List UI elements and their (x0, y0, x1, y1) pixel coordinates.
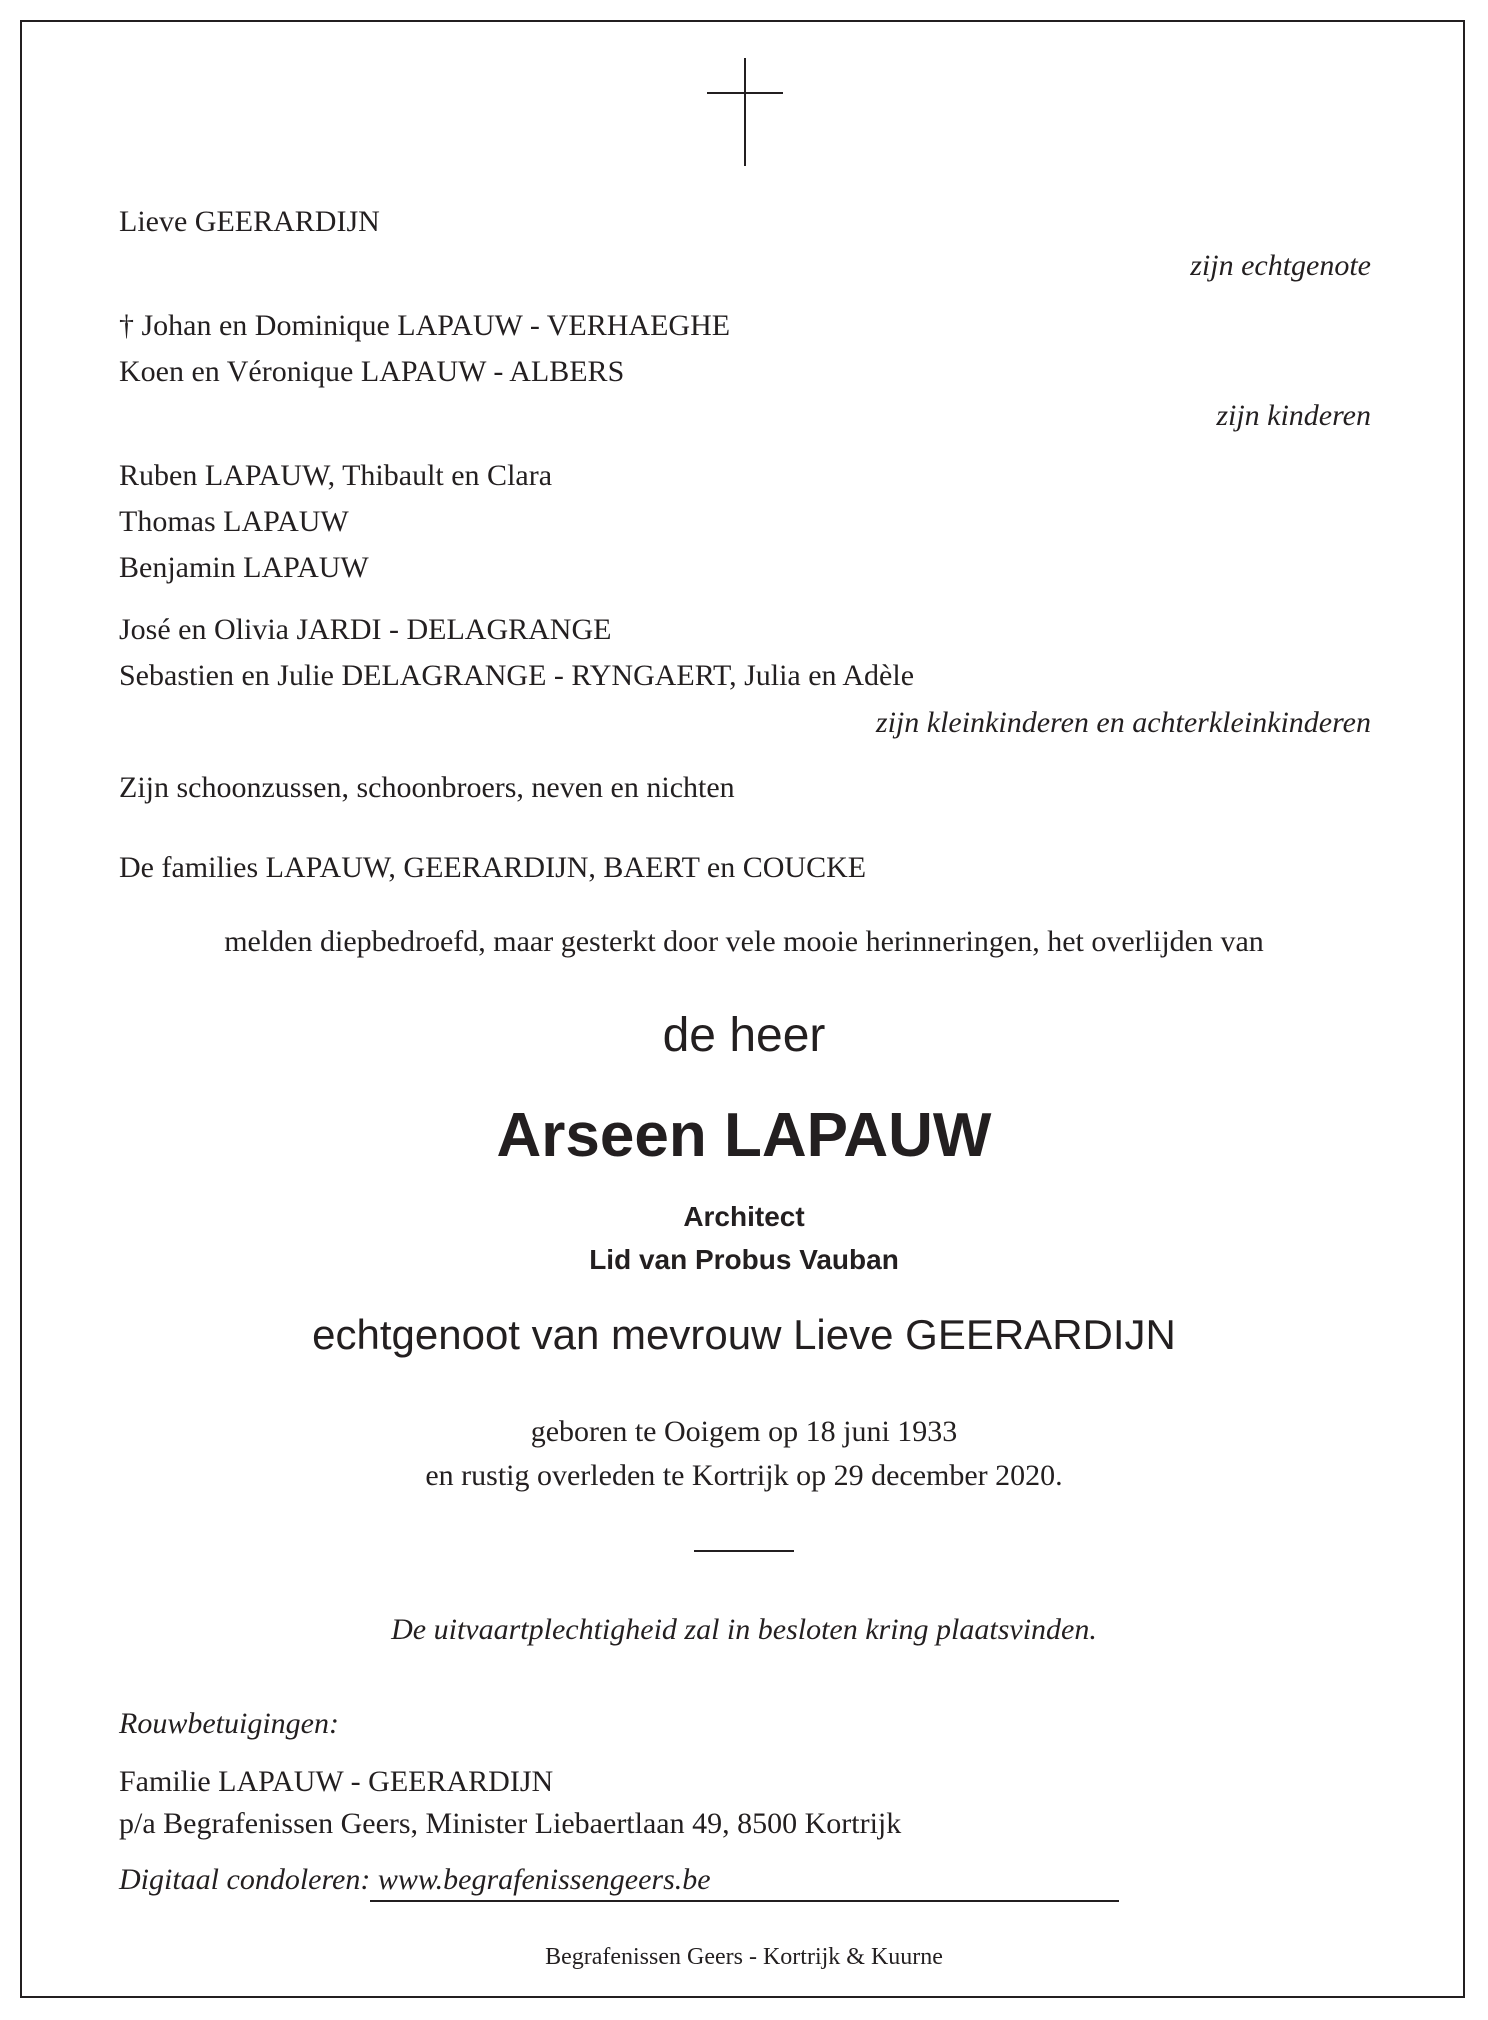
footer-credit: Begrafenissen Geers - Kortrijk & Kuurne (545, 1944, 943, 1970)
condolences-family: Familie LAPAUW - GEERARDIJN (119, 1765, 554, 1798)
grandchild-line: Benjamin LAPAUW (119, 551, 369, 584)
families-line: De families LAPAUW, GEERARDIJN, BAERT en COUCKE (119, 851, 867, 884)
grandchild-line: Thomas LAPAUW (119, 505, 349, 538)
in-laws-line: Zijn schoonzussen, schoonbroers, neven en nichten (119, 771, 735, 804)
cross-icon (707, 58, 783, 166)
grandchild-line: Sebastien en Julie DELAGRANGE - RYNGAERT, Julia en Adèle (119, 659, 915, 692)
footer-divider (370, 1900, 1119, 1902)
deceased-title: Lid van Probus Vauban (589, 1244, 899, 1275)
condolences-address: p/a Begrafenissen Geers, Minister Liebaertlaan 49, 8500 Kortrijk (119, 1807, 902, 1840)
deceased-name: Arseen LAPAUW (496, 1101, 992, 1170)
spouse-of-line: echtgenoot van mevrouw Lieve GEERARDIJN (312, 1311, 1176, 1358)
deceased-title: Architect (683, 1201, 805, 1232)
death-line: en rustig overleden te Kortrijk op 29 december 2020. (425, 1459, 1063, 1492)
condolences-online: Digitaal condoleren: www.begrafenissengeers.be (119, 1863, 711, 1896)
salutation: de heer (662, 1009, 826, 1062)
spouse-name: Lieve GEERARDIJN (119, 205, 380, 238)
divider (694, 1550, 794, 1552)
children-relation: zijn kinderen (1216, 399, 1371, 432)
birth-line: geboren te Ooigem op 18 juni 1933 (530, 1415, 958, 1448)
announcement-line: melden diepbedroefd, maar gesterkt door vele mooie herinneringen, het overlijden van (224, 925, 1264, 958)
grandchildren-relation: zijn kleinkinderen en achterkleinkinderen (875, 706, 1371, 739)
condolences-heading: Rouwbetuigingen: (119, 1707, 339, 1740)
grandchild-line: Ruben LAPAUW, Thibault en Clara (119, 459, 553, 492)
ceremony-line: De uitvaartplechtigheid zal in besloten kring plaatsvinden. (391, 1613, 1097, 1646)
child-line: Koen en Véronique LAPAUW - ALBERS (119, 355, 625, 388)
spouse-relation: zijn echtgenote (1190, 249, 1371, 282)
child-line: † Johan en Dominique LAPAUW - VERHAEGHE (119, 309, 731, 342)
grandchild-line: José en Olivia JARDI - DELAGRANGE (119, 613, 612, 646)
